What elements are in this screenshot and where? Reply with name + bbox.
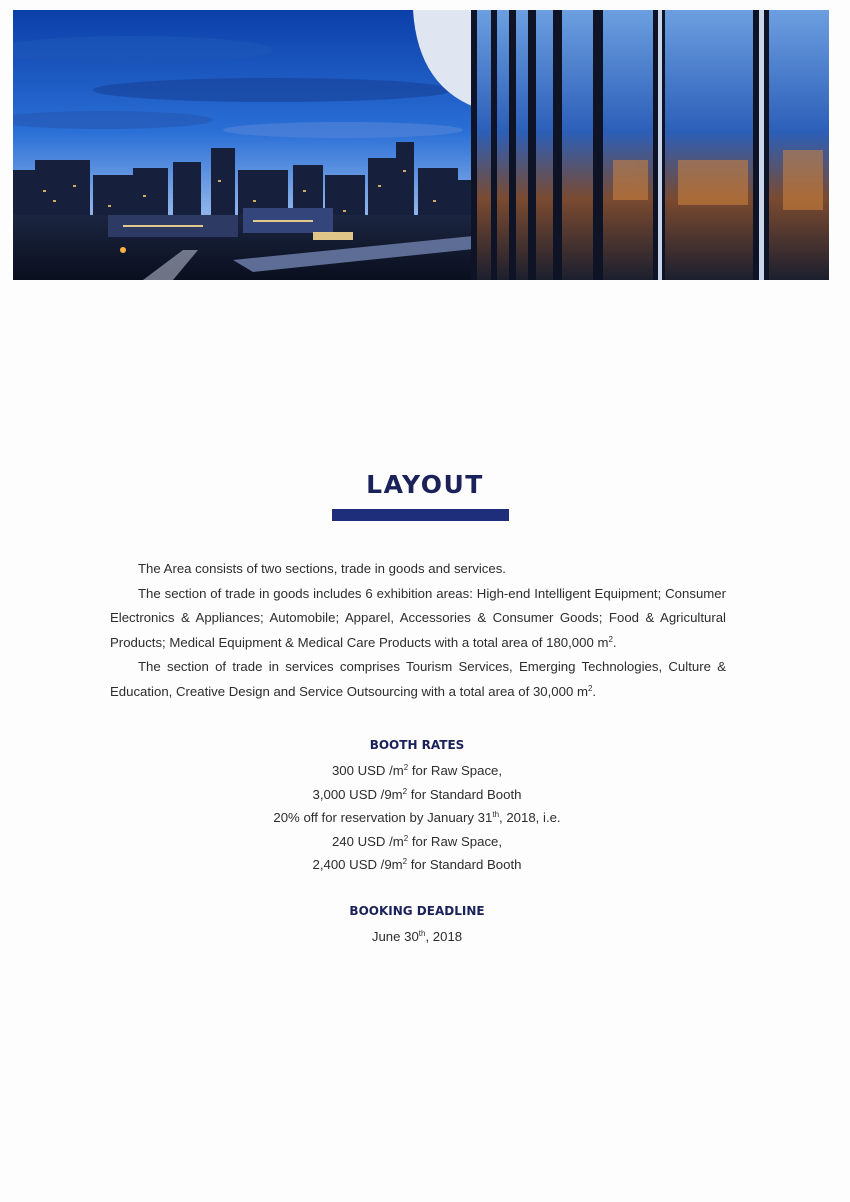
paragraph-trade-in-services: The section of trade in services comprises Tourism Services, Emerging Technologies, Culture & Education, Creative Design and Service Outsourcing with a total area of 30,000 $m^2$. [110, 659, 726, 699]
paragraph-trade-in-goods: The section of trade in goods includes 6 exhibition areas: High-end Intelligent Equipment; Consumer Electronics & Appliances; Automobile; Apparel, Accessories & Consumer Goods; Food & Agricultural Products; Medical Equipment & Medical Care Products with a total area of 180,000 $m^2$. [110, 585, 726, 650]
rate-line: 240 USD $/m^2$ for Raw Space, [331, 833, 503, 849]
body-text [110, 557, 726, 704]
deadline-date: June 30th, 2018 [371, 929, 463, 944]
booking-deadline-title: BOOKING DEADLINE [349, 904, 485, 918]
hero-image [13, 10, 829, 280]
rate-line: 300 USD $/m^2$ for Raw Space, [331, 763, 503, 778]
rate-line: 2,400 USD $/9m^2$ for Standard Booth [312, 857, 522, 873]
rate-line: 20% off for reservation by January 31th, 2018, i.e. [273, 810, 561, 826]
city-skyline-illustration [13, 10, 829, 280]
booth-rates-title: BOOTH RATES [369, 738, 465, 752]
rate-line: 3,000 USD $/9m^2$ for Standard Booth [312, 786, 522, 802]
booth-rates-section [0, 735, 834, 877]
title-underline-bar [332, 509, 509, 521]
paragraph-sections: The Area consists of two sections, trade in goods and services. [138, 561, 506, 576]
page-title: LAYOUT [366, 470, 484, 499]
booking-deadline-section [0, 901, 834, 949]
